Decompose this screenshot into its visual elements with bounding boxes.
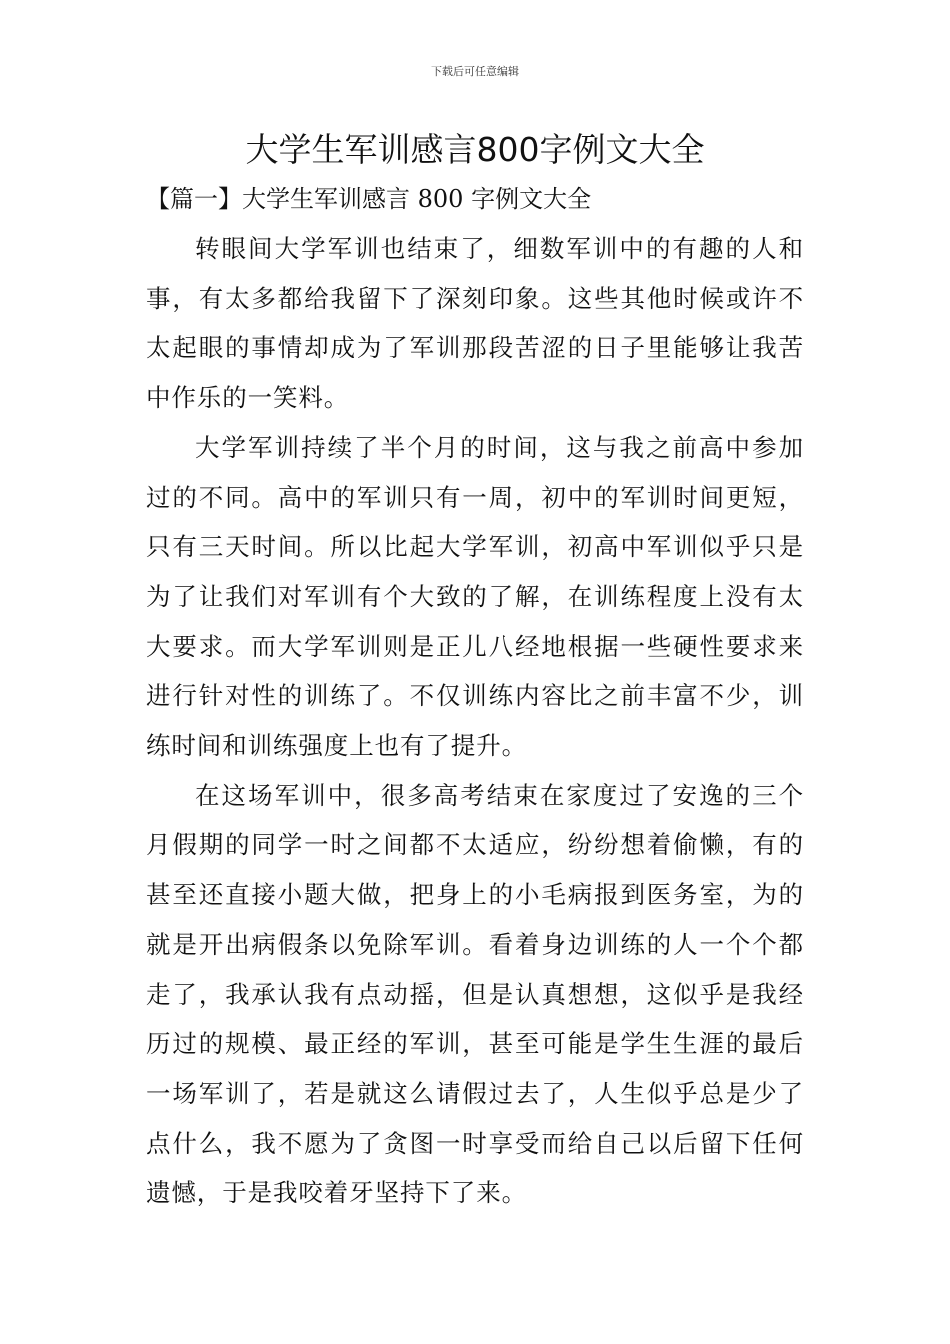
section-heading: 【篇一】大学生军训感言 800 字例文大全: [146, 185, 592, 213]
page-title: 大学生军训感言800字例文大全: [245, 130, 705, 169]
paragraph: 在这场军训中，很多高考结束在家度过了安逸的三个月假期的同学一时之间都不太适应，纷纷想着偷懒，有的甚至还直接小题大做，把身上的小毛病报到医务室，为的就是开出病假条以免除军训。看着身边训练的人一个个都走了，我承认我有点动摇，但是认真想想，这似乎是我经历过的规模、最正经的军训，甚至可能是学生生涯的最后一场军训了，若是就这么请假过去了，人生似乎总是少了点什么，我不愿为了贪图一时享受而给自己以后留下任何遗憾，于是我咬着牙坚持下了来。: [146, 780, 804, 1208]
article-body: [146, 224, 804, 1218]
header-note: 下载后可任意编辑: [431, 65, 519, 78]
paragraph: 大学军训持续了半个月的时间，这与我之前高中参加过的不同。高中的军训只有一周，初中的军训时间更短，只有三天时间。所以比起大学军训，初高中军训似乎只是为了让我们对军训有个大致的了解，在训练程度上没有太大要求。而大学军训则是正儿八经地根据一些硬性要求来进行针对性的训练了。不仅训练内容比之前丰富不少，训练时间和训练强度上也有了提升。: [146, 432, 804, 761]
paragraph: 转眼间大学军训也结束了，细数军训中的有趣的人和事，有太多都给我留下了深刻印象。这些其他时候或许不太起眼的事情却成为了军训那段苦涩的日子里能够让我苦中作乐的一笑料。: [146, 234, 804, 413]
